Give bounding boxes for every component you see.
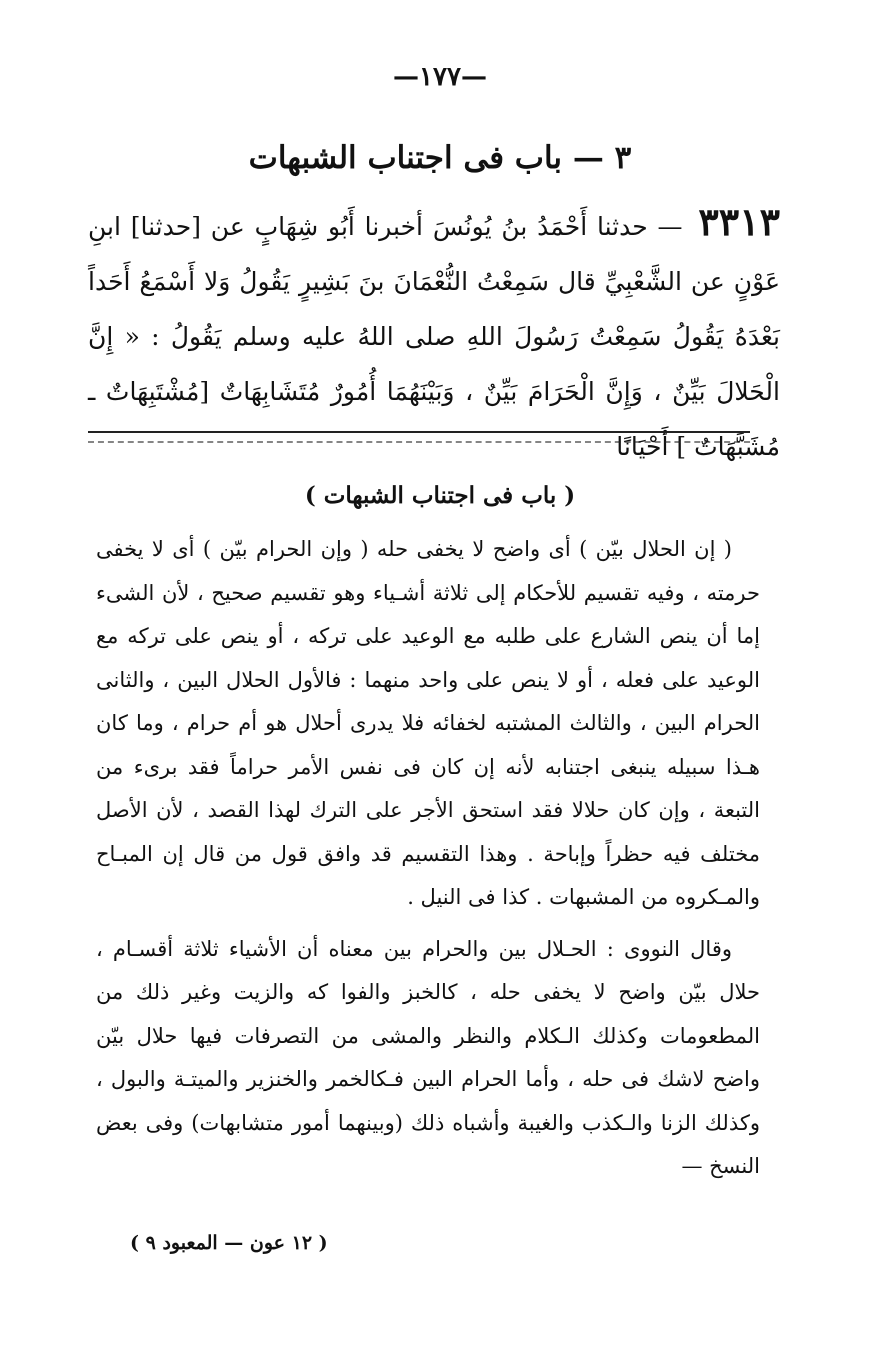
- hadith-text: — حدثنا أَحْمَدُ بنُ يُونُسَ أخبرنا أَبُو شِهَابٍ عن [حدثنا] ابنِ عَوْنٍ عن الشَّعْبِيِّ قال سَمِعْتُ النُّعْمَانَ بنَ بَشِيرٍ يَقُولُ وَلا أَسْمَعُ أَحَداً بَعْدَهُ يَقُولُ سَمِعْتُ رَسُولَ اللهِ صلى اللهُ عليه وسلم يَقُولُ : « إِنَّ الْحَلالَ بَيِّنٌ ، وَإِنَّ الْحَرَامَ بَيِّنٌ ، وَبَيْنَهُمَا أُمُورٌ مُتَشَابِهَاتٌ [مُشْتَبِهَاتٌ ـ مُشَبَّهَاتٌ ] أَحْيَانًا: [88, 212, 780, 461]
- chapter-title: ٣ — باب فى اجتناب الشبهات: [248, 140, 632, 176]
- commentary-paragraph-2: وقال النووى : الحـلال بين والحرام بين معناه أن الأشياء ثلاثة أقسـام ، حلال بيّن واضح لا يخفى حله ، كالخبز والفوا كه والزيت وغير ذلك من المطعومات وكذلك الـكلام والنظر والمشى من التصرفات فيها حلال بيّن واضح لاشك فى حله ، وأما الحرام البين فـكالخمر والخنزير والميتـة والبول ، وكذلك الزنا والـكذب والغيبة وأشباه ذلك (وبينهما أمور متشابهات) وفى بعض النسخ —: [96, 936, 760, 1178]
- section-divider-dashes: [88, 441, 750, 443]
- commentary-paragraph-1: ( إن الحلال بيّن ) أى واضح لا يخفى حله ( وإن الحرام بيّن ) أى لا يخفى حرمته ، وفيه تقسيم للأحكام إلى ثلاثة أشـياء وهو تقسيم صحيح ، لأن الشىء إما أن ينص الشارع على طلبه مع الوعيد على تركه ، أو ينص على تركه مع الوعيد على فعله ، أو لا ينص على واحد منهما : فالأول الحلال البين ، والثانى الحرام البين ، والثالث المشتبه لخفائه فلا يدرى أحلال هو أم حرام ، وما كان هـذا سبيله ينبغى اجتنابه لأنه إن كان فى نفس الأمر حراماً فقد برىء من التبعة ، وإن كان حلالا فقد استحق الأجر على الترك لهذا القصد ، لأن الأصل مختلف فيه حظراً وإباحة . وهذا التقسيم قد وافق قول من قال إن المبـاح والمـكروه من المشبهات . كذا فى النيل .: [96, 537, 760, 909]
- commentary-block: [96, 528, 760, 1189]
- section-divider: [88, 431, 750, 433]
- hadith-number: ٣٣١٣: [698, 199, 781, 244]
- commentary-title: ( باب فى اجتناب الشبهات ): [304, 482, 576, 509]
- page-number: —١٧٧—: [393, 62, 487, 92]
- footer-note: ( ١٢ عون — المعبود ٩ ): [130, 1232, 328, 1254]
